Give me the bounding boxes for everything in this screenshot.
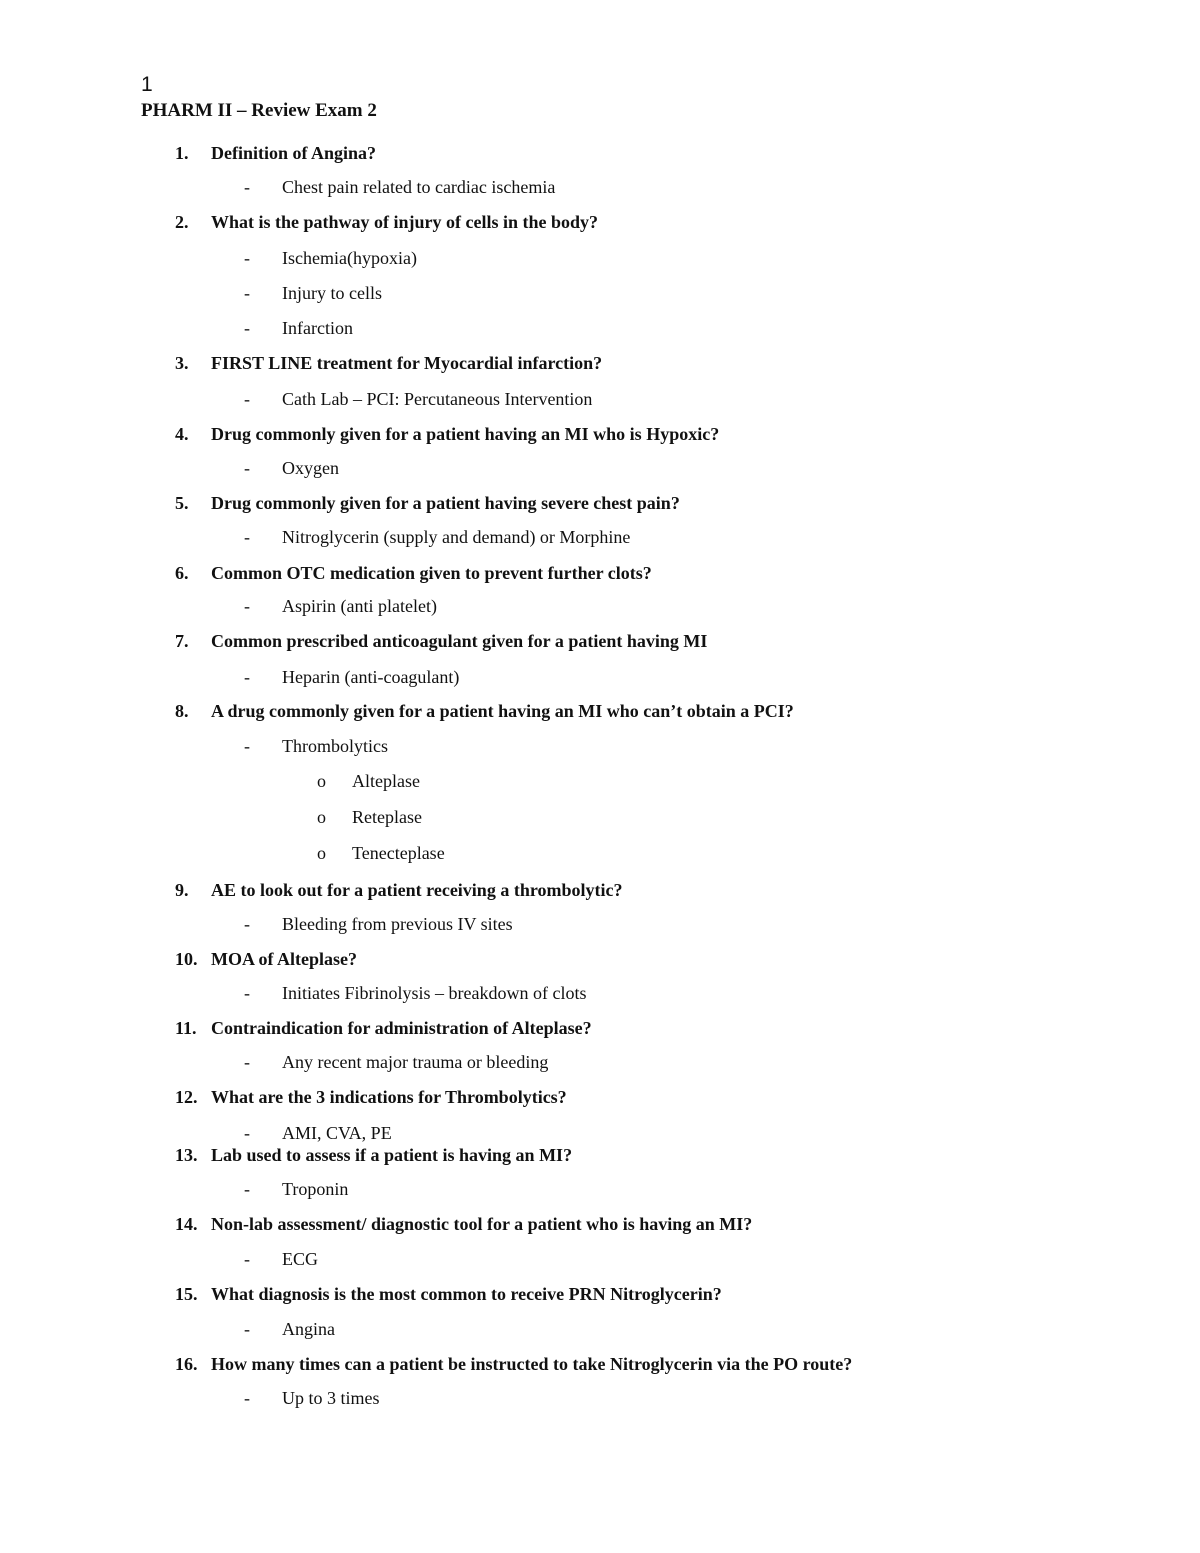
sub-answer-text: Alteplase bbox=[352, 771, 420, 791]
question-item: 10. MOA of Alteplase? bbox=[175, 949, 357, 969]
question-item: 6. Common OTC medication given to prevent further clots? bbox=[175, 563, 652, 583]
answer-text: Infarction bbox=[282, 318, 353, 338]
question-text: What are the 3 indications for Thrombolytics? bbox=[211, 1087, 567, 1107]
answer-text: Up to 3 times bbox=[282, 1388, 380, 1408]
answer-item: - ECG bbox=[244, 1249, 318, 1269]
question-text: FIRST LINE treatment for Myocardial infarction? bbox=[211, 353, 603, 373]
answer-text: ECG bbox=[282, 1249, 318, 1269]
answer-item: - Angina bbox=[244, 1319, 335, 1339]
answer-text: Chest pain related to cardiac ischemia bbox=[282, 177, 556, 197]
answer-text: Ischemia(hypoxia) bbox=[282, 248, 417, 268]
answer-item: - Thrombolytics bbox=[244, 736, 388, 756]
question-text: A drug commonly given for a patient having an MI who can’t obtain a PCI? bbox=[211, 701, 794, 721]
question-text: Drug commonly given for a patient having an MI who is Hypoxic? bbox=[211, 424, 720, 444]
answer-item: - Up to 3 times bbox=[244, 1388, 380, 1408]
document-title: PHARM II – Review Exam 2 bbox=[141, 100, 377, 121]
answer-item: - Ischemia(hypoxia) bbox=[244, 248, 417, 268]
sub-answer-text: Tenecteplase bbox=[352, 843, 445, 863]
answer-item: - Nitroglycerin (supply and demand) or Morphine bbox=[244, 527, 631, 547]
answer-item: - Bleeding from previous IV sites bbox=[244, 914, 513, 934]
answer-item: - Troponin bbox=[244, 1179, 349, 1199]
question-item: 15. What diagnosis is the most common to receive PRN Nitroglycerin? bbox=[175, 1284, 722, 1304]
answer-item: - Heparin (anti-coagulant) bbox=[244, 667, 460, 687]
question-item: 1. Definition of Angina? bbox=[175, 143, 377, 163]
answer-item: - Cath Lab – PCI: Percutaneous Intervention bbox=[244, 389, 593, 409]
answer-item: - Oxygen bbox=[244, 458, 339, 478]
question-item: 8. A drug commonly given for a patient having an MI who can’t obtain a PCI? bbox=[175, 701, 794, 721]
answer-text: Aspirin (anti platelet) bbox=[282, 596, 437, 616]
question-text: Definition of Angina? bbox=[211, 143, 377, 163]
answer-item: - AMI, CVA, PE bbox=[244, 1123, 392, 1143]
answer-text: Cath Lab – PCI: Percutaneous Intervention bbox=[282, 389, 593, 409]
question-item: 3. FIRST LINE treatment for Myocardial infarction? bbox=[175, 353, 603, 373]
question-text: Contraindication for administration of Alteplase? bbox=[211, 1018, 592, 1038]
answer-text: Heparin (anti-coagulant) bbox=[282, 667, 460, 687]
answer-text: Any recent major trauma or bleeding bbox=[282, 1052, 549, 1072]
question-text: Drug commonly given for a patient having severe chest pain? bbox=[211, 493, 680, 513]
question-text: Non-lab assessment/ diagnostic tool for a patient who is having an MI? bbox=[211, 1214, 753, 1234]
question-item: 7. Common prescribed anticoagulant given for a patient having MI bbox=[175, 631, 708, 651]
answer-text: Oxygen bbox=[282, 458, 339, 478]
question-text: Common prescribed anticoagulant given for a patient having MI bbox=[211, 631, 708, 651]
question-text: What is the pathway of injury of cells in the body? bbox=[211, 212, 599, 232]
question-text: How many times can a patient be instructed to take Nitroglycerin via the PO route? bbox=[211, 1354, 853, 1374]
answer-text: AMI, CVA, PE bbox=[282, 1123, 392, 1143]
answer-text: Bleeding from previous IV sites bbox=[282, 914, 513, 934]
question-item: 16. How many times can a patient be instructed to take Nitroglycerin via the PO route? bbox=[175, 1354, 853, 1374]
answer-item: - Injury to cells bbox=[244, 283, 382, 303]
question-item: 11. Contraindication for administration of Alteplase? bbox=[175, 1018, 592, 1038]
answer-text: Troponin bbox=[282, 1179, 349, 1199]
question-text: What diagnosis is the most common to receive PRN Nitroglycerin? bbox=[211, 1284, 722, 1304]
answer-text: Thrombolytics bbox=[282, 736, 388, 756]
question-text: MOA of Alteplase? bbox=[211, 949, 357, 969]
answer-item: - Infarction bbox=[244, 318, 353, 338]
sub-answer-item: o Reteplase bbox=[317, 807, 422, 827]
answer-text: Initiates Fibrinolysis – breakdown of clots bbox=[282, 983, 587, 1003]
sub-answer-item: o Tenecteplase bbox=[317, 843, 445, 863]
answer-item: - Aspirin (anti platelet) bbox=[244, 596, 437, 616]
answer-text: Nitroglycerin (supply and demand) or Morphine bbox=[282, 527, 631, 547]
answer-text: Injury to cells bbox=[282, 283, 382, 303]
page-number: 1 bbox=[141, 73, 153, 96]
question-item: 13. Lab used to assess if a patient is having an MI? bbox=[175, 1145, 573, 1165]
answer-item: - Chest pain related to cardiac ischemia bbox=[244, 177, 556, 197]
answer-item: - Initiates Fibrinolysis – breakdown of clots bbox=[244, 983, 587, 1003]
question-item: 12. What are the 3 indications for Thrombolytics? bbox=[175, 1087, 567, 1107]
question-item: 2. What is the pathway of injury of cells in the body? bbox=[175, 212, 599, 232]
answer-item: - Any recent major trauma or bleeding bbox=[244, 1052, 549, 1072]
question-item: 5. Drug commonly given for a patient having severe chest pain? bbox=[175, 493, 680, 513]
sub-answer-item: o Alteplase bbox=[317, 771, 420, 791]
question-item: 4. Drug commonly given for a patient having an MI who is Hypoxic? bbox=[175, 424, 720, 444]
question-text: Lab used to assess if a patient is having an MI? bbox=[211, 1145, 573, 1165]
question-item: 14. Non-lab assessment/ diagnostic tool for a patient who is having an MI? bbox=[175, 1214, 753, 1234]
question-text: Common OTC medication given to prevent further clots? bbox=[211, 563, 652, 583]
question-text: AE to look out for a patient receiving a thrombolytic? bbox=[211, 880, 623, 900]
question-item: 9. AE to look out for a patient receiving a thrombolytic? bbox=[175, 880, 623, 900]
answer-text: Angina bbox=[282, 1319, 335, 1339]
sub-answer-text: Reteplase bbox=[352, 807, 422, 827]
